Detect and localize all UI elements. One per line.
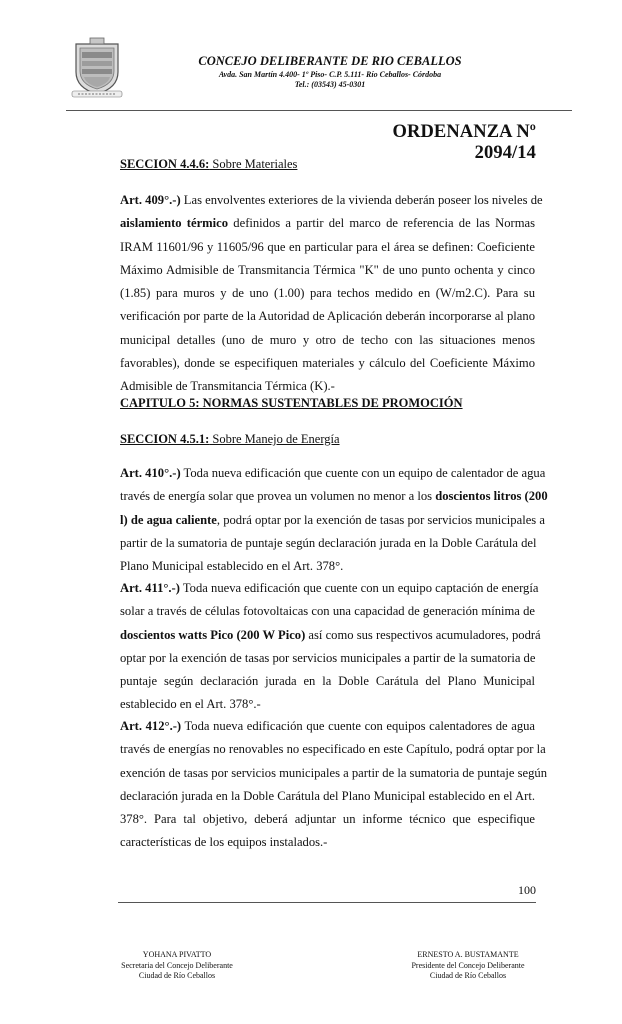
council-phone: Tel.: (03543) 45-0301 xyxy=(294,80,366,89)
header-divider xyxy=(66,110,572,111)
article-label: Art. 409°.-) xyxy=(120,193,181,207)
ordinance-title: ORDENANZA Nº 2094/14 xyxy=(392,122,536,163)
section-heading: SECCION 4.5.1: Sobre Manejo de Energía xyxy=(120,432,340,446)
council-address: Avda. San Martín 4.400- 1º Piso- C.P. 5.111- Río Ceballos- Córdoba xyxy=(218,70,442,79)
article-label: Art. 411°.-) xyxy=(120,581,180,595)
signatory-name: YOHANA PIVATTO xyxy=(142,950,212,959)
article-411: Art. 411°.-) Toda nueva edificación que cuente con un equipo captación de energía solar a través de células fotovoltaicas con una capacidad de generación mínima de doscientos watts Pico (200 W Pico) así como sus respectivos acumuladores, podrá optar por la exención de tasas por servicios municipales a partir de la sumatoria de puntaje según declaración jurada en la Doble Carátula del Plano Municipal establecido en el Art. 378°.- xyxy=(120,581,541,712)
signature-president xyxy=(398,950,538,982)
article-410: Art. 410°.-) Toda nueva edificación que cuente con un equipo de calentador de agua través de energía solar que provea un volumen no menor a los doscientos litros (200 l) de agua caliente, podrá optar por la exención de tasas por servicios municipales a partir de la sumatoria de puntaje según declaración jurada en la Doble Carátula del Plano Municipal establecido en el Art. 378°. xyxy=(120,466,548,574)
section-heading: SECCION 4.4.6: Sobre Materiales xyxy=(120,157,298,171)
signatory-role: Presidente del Concejo Deliberante xyxy=(411,960,525,970)
signatory-role: Secretaria del Concejo Deliberante xyxy=(121,960,233,970)
footer-divider xyxy=(118,902,536,903)
page-number: 100 xyxy=(518,883,536,897)
municipal-seal-logo xyxy=(68,36,126,98)
signature-secretary xyxy=(112,950,242,982)
signatory-place: Ciudad de Río Ceballos xyxy=(138,971,216,980)
council-name: CONCEJO DELIBERANTE DE RIO CEBALLOS xyxy=(198,54,462,68)
article-409: Art. 409°.-) Las envolventes exteriores de la vivienda deberán poseer los niveles de aislamiento térmico definidos a partir del marco de referencia de las Normas IRAM 11601/96 y 11605/96 que en particular para el área se definen: Coeficiente Máximo Admisible de Transmitancia Térmica "K" de uno punto ochenta y cinco (1.85) para muros y de uno (1.00) para techos medido en (W/m2.C). Para su verificación por parte de la Autoridad de Aplicación deberán incorporarse al plano municipal detalles (uno de muro y otro de techo con las situaciones menos favorables), donde se especifiquen materiales y cálculo del Coeficiente Máximo Admisible de Transmitancia Térmica (K).- xyxy=(120,193,543,394)
signatory-name: ERNESTO A. BUSTAMANTE xyxy=(417,950,519,959)
article-412: Art. 412°.-) Toda nueva edificación que cuente con equipos calentadores de agua través de energías no renovables no especificado en este Capítulo, podrá optar por la exención de tasas por servicios municipales a partir de la sumatoria de puntaje según declaración jurada en la Doble Carátula del Plano Municipal establecido en el Art. 378°. Para tal objetivo, deberá adjuntar un informe técnico que especifique características de los equipos instalados.- xyxy=(120,719,547,850)
chapter-heading: CAPITULO 5: NORMAS SUSTENTABLES DE PROMOCIÓN xyxy=(120,396,463,410)
article-label: Art. 410°.-) xyxy=(120,466,181,480)
article-label: Art. 412°.-) xyxy=(120,719,182,733)
signatory-place: Ciudad de Río Ceballos xyxy=(429,971,507,980)
